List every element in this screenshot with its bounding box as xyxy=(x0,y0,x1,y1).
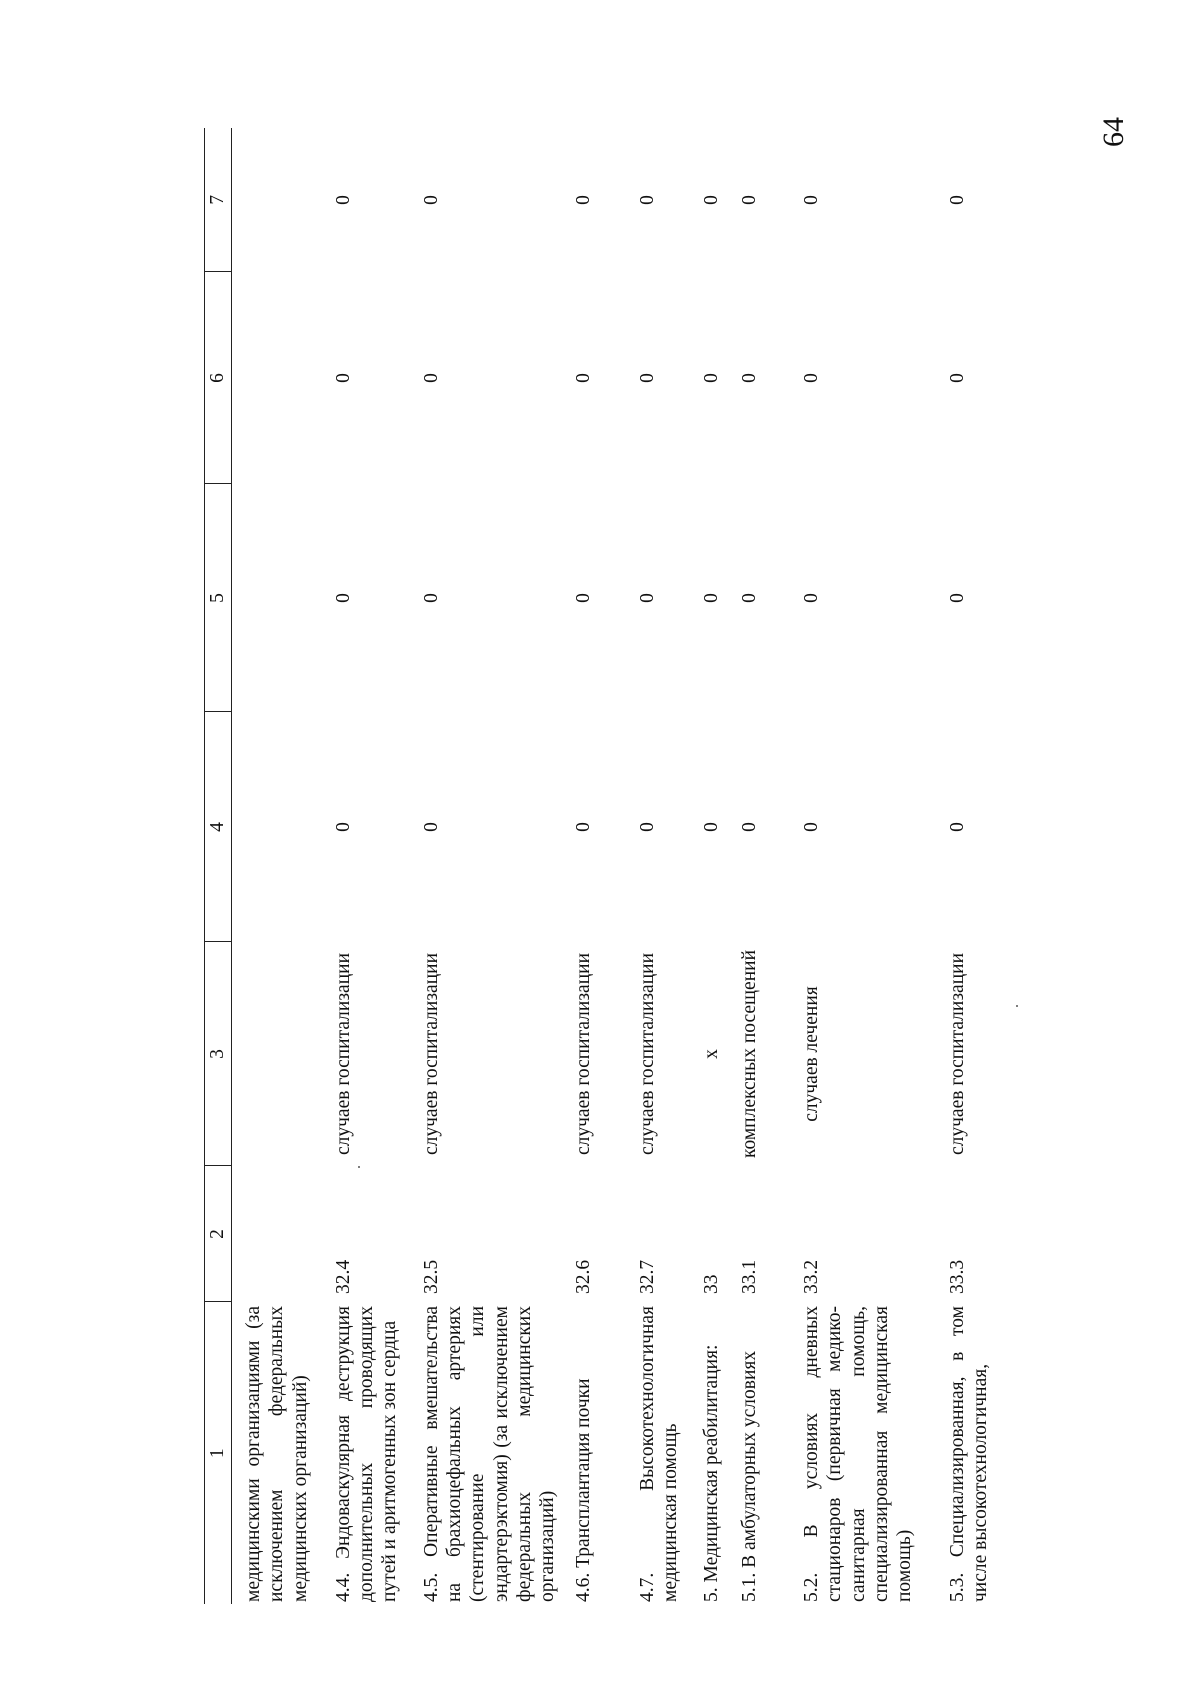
row-value-col6: 0 xyxy=(946,373,968,383)
row-description: медицинскими организациями (за исключением федеральных медицинских организаций) xyxy=(243,1306,311,1602)
row-value-col6: 0 xyxy=(800,373,822,383)
column-header-6: 6 xyxy=(205,272,232,484)
row-value-col5: 0 xyxy=(572,593,594,603)
row-code xyxy=(232,1166,324,1302)
row-value-col6: 0 xyxy=(332,373,354,383)
table-row xyxy=(792,128,938,1604)
row-description: 4.4. Эндоваскулярная деструкция дополнительных проводящих путей и аритмогенных зон сердца xyxy=(332,1306,401,1602)
table-row xyxy=(730,128,792,1604)
row-value-col6: 0 xyxy=(572,373,594,383)
row-unit xyxy=(232,942,324,1166)
row-code: 33.1 xyxy=(738,1259,760,1294)
page-number: 64 xyxy=(1097,117,1130,147)
data-table xyxy=(204,128,997,1604)
row-value-col7: 0 xyxy=(420,195,442,205)
row-value-col5: 0 xyxy=(636,593,658,603)
row-value-col6: 0 xyxy=(420,373,442,383)
table-row xyxy=(628,128,692,1604)
row-value-col5: 0 xyxy=(800,593,822,603)
row-value-col7: 0 xyxy=(572,195,594,205)
row-value-col4: 0 xyxy=(572,822,594,832)
row-unit: комплексных посещений xyxy=(738,949,760,1159)
row-code: 32.5 xyxy=(420,1259,442,1294)
table-header-row xyxy=(205,128,232,1604)
row-value-col4: 0 xyxy=(738,822,760,832)
row-value-col5: 0 xyxy=(946,593,968,603)
row-value-col5: 0 xyxy=(420,593,442,603)
row-code: 33.3 xyxy=(946,1259,968,1294)
scan-speck xyxy=(358,1166,360,1168)
row-unit: случаев госпитализации xyxy=(420,952,442,1156)
row-value-col4 xyxy=(232,712,324,942)
table-row xyxy=(232,128,324,1604)
column-header-4: 4 xyxy=(205,712,232,942)
row-value-col7: 0 xyxy=(946,195,968,205)
row-description: 5.1. В амбулаторных условиях xyxy=(738,1350,760,1602)
column-header-3: 3 xyxy=(205,942,232,1166)
column-header-7: 7 xyxy=(205,128,232,272)
row-value-col6 xyxy=(232,272,324,484)
row-description: 4.6. Трансплантация почки xyxy=(572,1378,594,1602)
row-value-col7: 0 xyxy=(332,195,354,205)
row-value-col5 xyxy=(232,484,324,712)
column-header-1: 1 xyxy=(205,1302,232,1604)
row-value-col5: 0 xyxy=(332,593,354,603)
row-code: 32.7 xyxy=(636,1259,658,1294)
row-value-col4: 0 xyxy=(420,822,442,832)
row-value-col6: 0 xyxy=(738,373,760,383)
row-value-col4: 0 xyxy=(800,822,822,832)
row-description: 5.2. В условиях дневных стационаров (первичная медико-санитарная помощь, специализированная медицинская помощь) xyxy=(800,1306,916,1602)
row-value-col4: 0 xyxy=(332,822,354,832)
column-header-5: 5 xyxy=(205,484,232,712)
row-value-col7: 0 xyxy=(700,195,722,205)
row-value-col7 xyxy=(232,128,324,272)
row-value-col4: 0 xyxy=(636,822,658,832)
row-code: 33 xyxy=(700,1274,722,1294)
row-description: 4.7. Высокотехнологичная медицинская помощь xyxy=(636,1306,682,1602)
row-description: 5. Медицинская реабилитация: xyxy=(700,1344,722,1602)
row-unit: случаев госпитализации xyxy=(946,952,968,1156)
row-value-col7: 0 xyxy=(636,195,658,205)
row-code: 33.2 xyxy=(800,1259,822,1294)
row-value-col4: 0 xyxy=(946,822,968,832)
scan-speck xyxy=(1016,1005,1018,1007)
table-row xyxy=(564,128,628,1604)
row-value-col7: 0 xyxy=(800,195,822,205)
row-code: 32.4 xyxy=(332,1259,354,1294)
row-description: 4.5. Оперативные вмешательства на брахиоцефальных артериях (стентирование или эндартерэктомия) (за исключением федеральных медицинских организаций) xyxy=(420,1306,559,1602)
row-unit: случаев лечения xyxy=(800,986,822,1122)
table-row xyxy=(692,128,730,1604)
row-description: 5.3. Специализированная, в том числе высокотехнологичная, xyxy=(946,1306,992,1602)
table-row xyxy=(324,128,412,1604)
row-unit: случаев госпитализации xyxy=(636,952,658,1156)
row-value-col5: 0 xyxy=(738,593,760,603)
row-value-col6: 0 xyxy=(636,373,658,383)
row-value-col5: 0 xyxy=(700,593,722,603)
table-row xyxy=(412,128,564,1604)
row-unit: случаев госпитализации xyxy=(332,952,354,1156)
row-code: 32.6 xyxy=(572,1259,594,1294)
table-row xyxy=(938,128,997,1604)
row-value-col7: 0 xyxy=(738,195,760,205)
row-value-col6: 0 xyxy=(700,373,722,383)
row-unit: х xyxy=(700,1049,722,1059)
row-value-col4: 0 xyxy=(700,822,722,832)
row-unit: случаев госпитализации xyxy=(572,952,594,1156)
rotated-table-frame xyxy=(204,128,1004,1604)
column-header-2: 2 xyxy=(205,1166,232,1302)
